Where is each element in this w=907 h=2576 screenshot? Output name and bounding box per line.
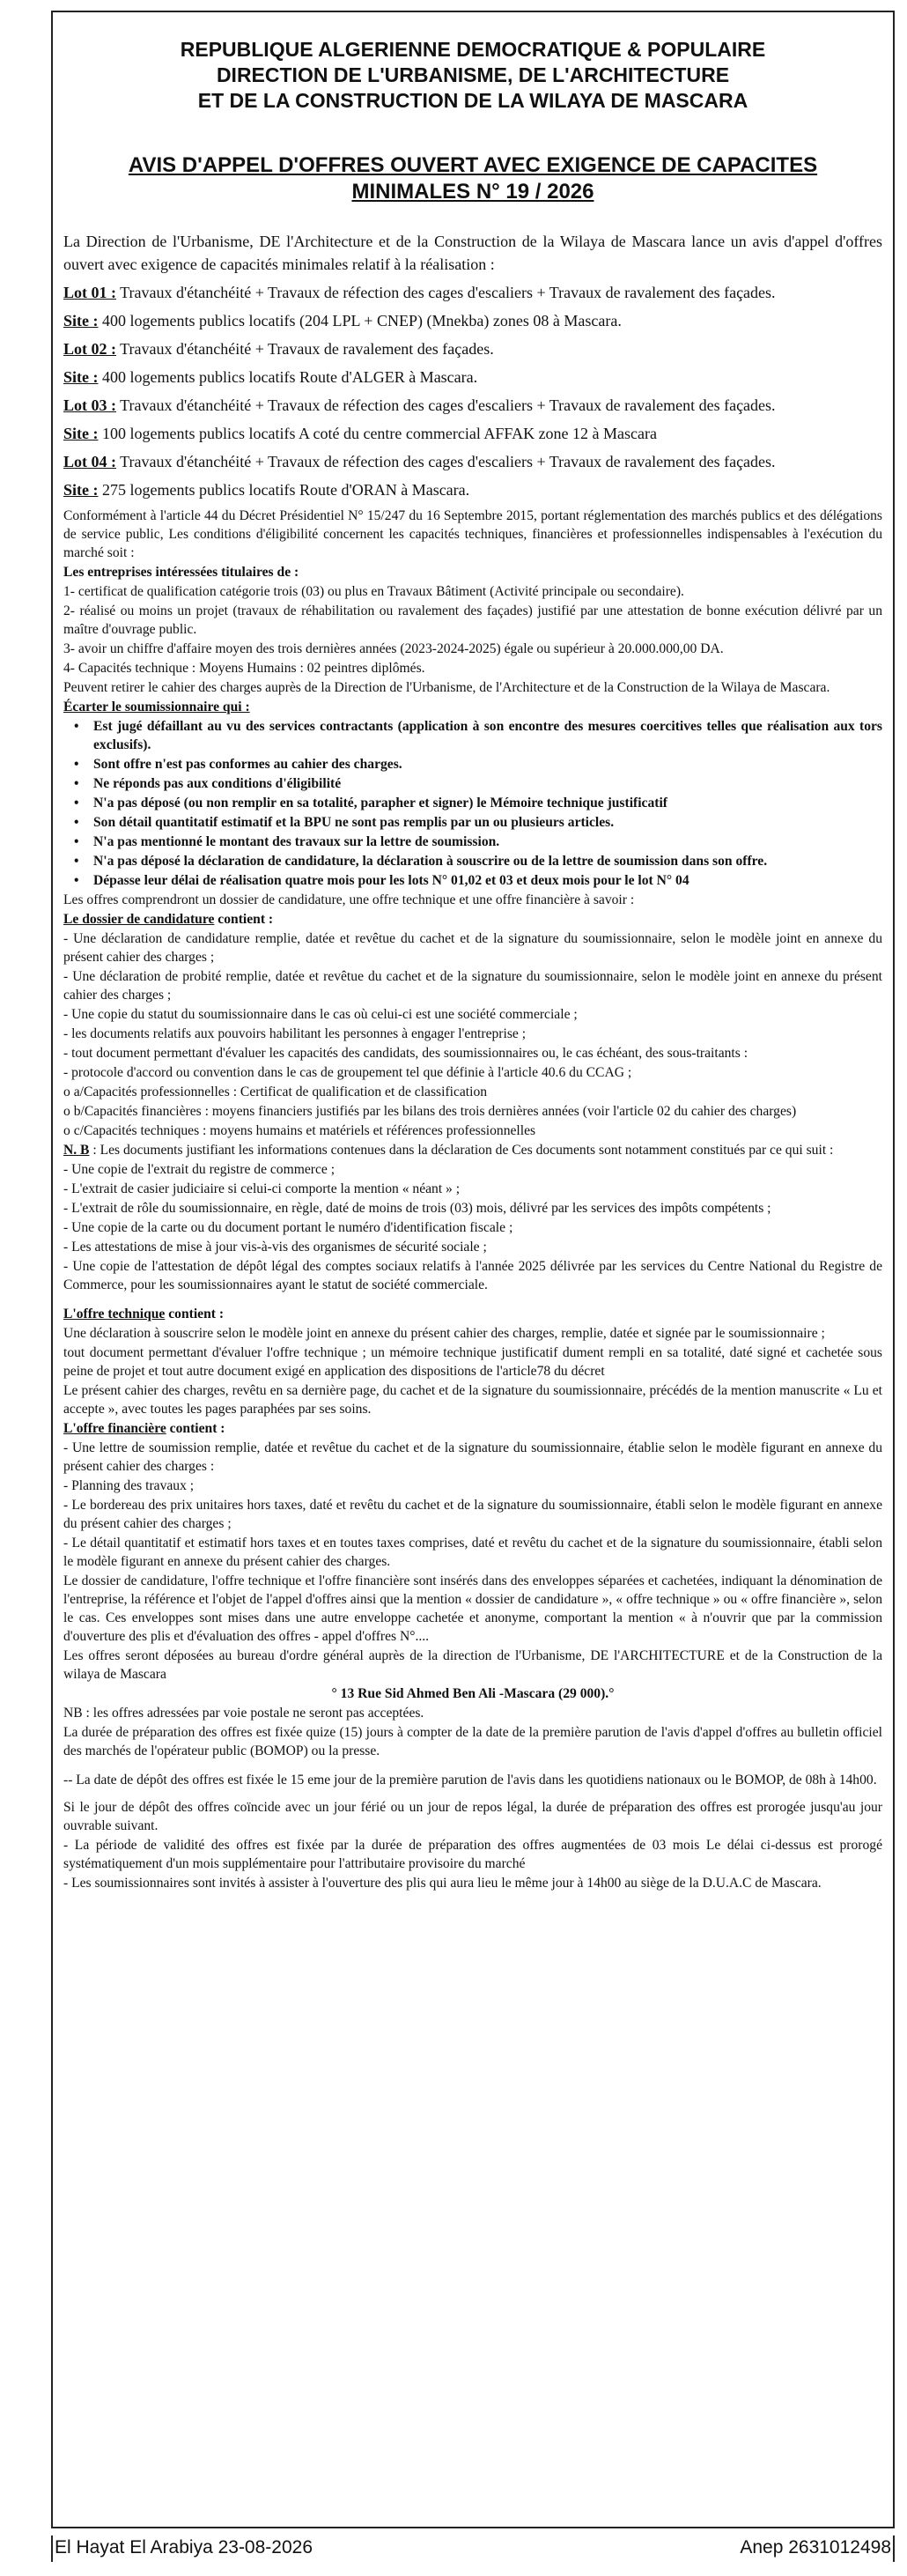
title-line-1: AVIS D'APPEL D'OFFRES OUVERT AVEC EXIGENCE DE CAPACITES <box>128 153 818 177</box>
conditions-section <box>63 507 882 1892</box>
duration-paragraph: La durée de préparation des offres est fixée quize (15) jours à compter de la date de la première parution de l'avis d'appel d'offres au bulletin officiel des marchés de l'opérateur public (BOMOP) ou la presse. <box>63 1725 882 1758</box>
nb-item: - Une copie de l'attestation de dépôt légal des comptes sociaux relatifs à l'année 2025 délivrée par les services du Centre National du Registre de Commerce, pour les soumissionnaires ayant le statut de société commerciale. <box>63 1259 882 1292</box>
lot-text: Travaux d'étanchéité + Travaux de réfection des cages d'escaliers + Travaux de ravalement des façades. <box>116 396 776 414</box>
anep-reference: Anep 2631012498 <box>740 2537 891 2557</box>
eligible-heading: Les entreprises intéressées titulaires de : <box>63 565 299 580</box>
nb-item: - Une copie de la carte ou du document portant le numéro d'identification fiscale ; <box>63 1220 513 1235</box>
reject-heading: Écarter le soumissionnaire qui : <box>63 700 250 714</box>
eligible-item: 2- réalisé ou moins un projet (travaux de réhabilitation ou ravalement des façades) justifié par une attestation de bonne exécution délivré par un maître d'ouvrage public. <box>63 603 882 637</box>
candidature-heading: Le dossier de candidature <box>63 912 215 927</box>
issuer-header <box>63 37 882 114</box>
site-04 <box>63 478 882 501</box>
reject-item: • N'a pas déposé la déclaration de candidature, la déclaration à souscrire ou de la lettre de soumission dans son offre. <box>63 852 882 870</box>
withdraw-paragraph: Peuvent retirer le cahier des charges auprès de la Direction de l'Urbanisme, de l'Architecture et de la Construction de la Wilaya de Mascara. <box>63 680 830 695</box>
site-label: Site : <box>63 425 99 442</box>
nb-label: N. B <box>63 1143 90 1158</box>
candidature-item: - les documents relatifs aux pouvoirs habilitant les personnes à engager l'entreprise ; <box>63 1026 527 1041</box>
nb-item: - Une copie de l'extrait du registre de commerce ; <box>63 1162 336 1177</box>
site-label: Site : <box>63 481 99 499</box>
site-text: 400 logements publics locatifs Route d'ALGER à Mascara. <box>98 368 478 386</box>
technical-item: tout document permettant d'évaluer l'offre technique ; un mémoire technique justificatif dument rempli en sa totalité, daté signé et cachetée sous peine de projet et tout autre document exigé en application des dispositions de l'article78 du décret <box>63 1345 882 1379</box>
address-line: ° 13 Rue Sid Ahmed Ben Ali -Mascara (29 000).° <box>331 1686 615 1701</box>
eligible-item: 4- Capacités technique : Moyens Humains : 02 peintres diplômés. <box>63 661 425 676</box>
site-03 <box>63 422 882 445</box>
opening-paragraph: - Les soumissionnaires sont invités à assister à l'ouverture des plis qui aura lieu le même jour à 14h00 au siège de la D.U.A.C de Mascara. <box>63 1876 822 1891</box>
eligible-item: 3- avoir un chiffre d'affaire moyen des trois dernières années (2023-2024-2025) égale ou supérieur à 20.000.000,00 DA. <box>63 641 724 656</box>
financial-item: - Une lettre de soumission remplie, datée et revêtue du cachet et de la signature du soumissionnaire, établie selon le modèle figurant en annexe du présent cahier des charges : <box>63 1440 882 1474</box>
nb-paragraph <box>63 1141 882 1159</box>
intro-paragraph: La Direction de l'Urbanisme, DE l'Architecture et de la Construction de la Wilaya de Mascara lance un avis d'appel d'offres ouvert avec exigence de capacités minimales relatif à la réalisation : <box>63 233 882 273</box>
lots-section <box>63 230 882 501</box>
lot-label: Lot 04 : <box>63 453 116 470</box>
reject-item: • Est jugé défaillant au vu des services contractants (application à son encontre des mesures coercitives telles que réalisation aux tors exclusifs). <box>63 717 882 754</box>
technical-suffix: contient : <box>165 1307 225 1321</box>
site-02 <box>63 366 882 389</box>
footer-left-rule <box>51 2535 53 2562</box>
holiday-paragraph: Si le jour de dépôt des offres coïncide avec un jour férié ou un jour de repos légal, la durée de préparation des offres est prorogée jusqu'au jour ouvrable suivant. <box>63 1800 882 1833</box>
candidature-item: - Une déclaration de probité remplie, datée et revêtue du cachet et de la signature du soumissionnaire, selon le modèle joint en annexe du présent cahier des charges ; <box>63 969 882 1003</box>
lot-label: Lot 02 : <box>63 340 116 358</box>
reject-item: • N'a pas déposé (ou non remplir en sa totalité, parapher et signer) le Mémoire technique justificatif <box>63 794 882 812</box>
site-label: Site : <box>63 368 99 386</box>
reject-item: • Sont offre n'est pas conformes au cahier des charges. <box>63 755 882 774</box>
footer-right-rule <box>893 2535 895 2562</box>
technical-item: Le présent cahier des charges, revêtu en sa dernière page, du cachet et de la signature du soumissionnaire, précédés de la mention manuscrite « Lu et accepte », avec toutes les pages paraphées par ses soins. <box>63 1383 882 1417</box>
candidature-item: o b/Capacités financières : moyens financiers justifiés par les bilans des trois dernières années (voir l'article 02 du cahier des charges) <box>63 1104 797 1119</box>
technical-heading-line <box>63 1305 882 1323</box>
technical-heading: L'offre technique <box>63 1307 166 1321</box>
lot-04 <box>63 450 882 473</box>
financial-item: - Le détail quantitatif et estimatif hors taxes et en toutes taxes comprises, daté et revêtu du cachet et de la signature du soumissionnaire, établi selon le modèle figurant en annexe du présent cahier des charges. <box>63 1536 882 1569</box>
lot-text: Travaux d'étanchéité + Travaux de réfection des cages d'escaliers + Travaux de ravalement des façades. <box>116 284 776 301</box>
reject-item: • Ne réponds pas aux conditions d'éligibilité <box>63 774 882 793</box>
notice-body <box>63 21 882 1893</box>
candidature-item: - Une copie du statut du soumissionnaire dans le cas où celui-ci est une société commerciale ; <box>63 1007 578 1022</box>
nb-postal: NB : les offres adressées par voie postale ne seront pas acceptées. <box>63 1706 424 1721</box>
lot-text: Travaux d'étanchéité + Travaux de réfection des cages d'escaliers + Travaux de ravalement des façades. <box>116 453 776 470</box>
nb-item: - L'extrait de rôle du soumissionnaire, en règle, daté de moins de trois (03) mois, délivré par les services des impôts compétents ; <box>63 1201 771 1216</box>
lot-label: Lot 03 : <box>63 396 116 414</box>
notice-title <box>63 152 882 205</box>
site-text: 100 logements publics locatifs A coté du centre commercial AFFAK zone 12 à Mascara <box>98 425 657 442</box>
site-label: Site : <box>63 312 99 329</box>
technical-item: Une déclaration à souscrire selon le modèle joint en annexe du présent cahier des charges, remplie, datée et signée par le soumissionnaire ; <box>63 1326 825 1341</box>
site-text: 400 logements publics locatifs (204 LPL + CNEP) (Mnekba) zones 08 à Mascara. <box>98 312 622 329</box>
validity-paragraph: - La période de validité des offres est fixée par la durée de préparation des offres augmentées de 03 mois Le délai ci-dessus est prorogé systématiquement d'un mois supplémentaire pour l'attributaire provisoire du marché <box>63 1838 882 1871</box>
candidature-item: - Une déclaration de candidature remplie, datée et revêtue du cachet et de la signature du soumissionnaire, selon le modèle joint en annexe du présent cahier des charges ; <box>63 931 882 965</box>
candidature-heading-line <box>63 910 882 929</box>
nb-item: - Les attestations de mise à jour vis-à-vis des organismes de sécurité sociale ; <box>63 1240 487 1255</box>
title-line-2: MINIMALES N° 19 / 2026 <box>351 180 594 204</box>
lot-03 <box>63 394 882 417</box>
header-line-3: ET DE LA CONSTRUCTION DE LA WILAYA DE MASCARA <box>197 89 748 112</box>
candidature-item: o a/Capacités professionnelles : Certificat de qualification et de classification <box>63 1084 488 1099</box>
financial-item: - Planning des travaux ; <box>63 1478 195 1493</box>
conformity-paragraph: Conformément à l'article 44 du Décret Présidentiel N° 15/247 du 16 Septembre 2015, portant réglementation des marchés publics et des délégations de service public, Les conditions d'éligibilité concernent les capacités techniques, financières et professionnelles indispensables à l'exécution du marché soit : <box>63 508 882 560</box>
site-01 <box>63 309 882 332</box>
envelopes-paragraph: Le dossier de candidature, l'offre technique et l'offre financière sont insérés dans des enveloppes séparées et cachetées, indiquant la dénomination de l'entreprise, la référence et l'objet de l'appel d'offres ainsi que la mention « dossier de candidature », « offre technique » ou « offre financière », selon le cas. Ces enveloppes sont mises dans une autre enveloppe cachetée et anonyme, comportant la mention « à n'ouvrir que par la commission d'ouverture des plis et d'évaluation des offres - appel d'offres N°.... <box>63 1573 882 1644</box>
candidature-item: - tout document permettant d'évaluer les capacités des candidats, des soumissionnaires ou, le cas échéant, des sous-traitants : <box>63 1046 748 1061</box>
reject-item: • N'a pas mentionné le montant des travaux sur la lettre de soumission. <box>63 833 882 851</box>
financial-item: - Le bordereau des prix unitaires hors taxes, daté et revêtu du cachet et de la signature du soumissionnaire, établi selon le modèle figurant en annexe du présent cahier des charges ; <box>63 1498 882 1531</box>
eligible-item: 1- certificat de qualification catégorie trois (03) ou plus en Travaux Bâtiment (Activité principale ou secondaire). <box>63 584 684 599</box>
header-line-1: REPUBLIQUE ALGERIENNE DEMOCRATIQUE & POPULAIRE <box>180 38 766 61</box>
publication-credit: El Hayat El Arabiya 23-08-2026 <box>55 2537 313 2557</box>
nb-text: : Les documents justifiant les informations contenues dans la déclaration de Ces documents sont notamment constitués par ce qui suit : <box>89 1143 834 1158</box>
candidature-item: - protocole d'accord ou convention dans le cas de groupement tel que définie à l'article 40.6 du CCAG ; <box>63 1065 632 1080</box>
candidature-suffix: contient : <box>214 912 274 927</box>
lot-02 <box>63 337 882 360</box>
lot-label: Lot 01 : <box>63 284 116 301</box>
financial-suffix: contient : <box>166 1421 225 1436</box>
financial-heading: L'offre financière <box>63 1421 166 1436</box>
lot-01 <box>63 281 882 304</box>
offers-intro: Les offres comprendront un dossier de candidature, une offre technique et une offre financière à savoir : <box>63 892 635 907</box>
deposit-paragraph: Les offres seront déposées au bureau d'ordre général auprès de la direction de l'Urbanisme, DE l'ARCHITECTURE et de la Construction de la wilaya de Mascara <box>63 1648 882 1682</box>
nb-item: - L'extrait de casier judiciaire si celui-ci comporte la mention « néant » ; <box>63 1181 461 1196</box>
header-line-2: DIRECTION DE L'URBANISME, DE L'ARCHITECTURE <box>216 63 730 86</box>
candidature-item: o c/Capacités techniques : moyens humains et matériels et références professionnelles <box>63 1123 536 1138</box>
reject-item: • Dépasse leur délai de réalisation quatre mois pour les lots N° 01,02 et 03 et deux mois pour le lot N° 04 <box>63 871 882 890</box>
site-text: 275 logements publics locatifs Route d'ORAN à Mascara. <box>98 481 470 499</box>
lot-text: Travaux d'étanchéité + Travaux de ravalement des façades. <box>116 340 494 358</box>
deadline-paragraph: -- La date de dépôt des offres est fixée le 15 eme jour de la première parution de l'avis dans les quotidiens nationaux ou le BOMOP, de 08h à 14h00. <box>63 1773 877 1788</box>
reject-item: • Son détail quantitatif estimatif et la BPU ne sont pas remplis par un ou plusieurs articles. <box>63 813 882 832</box>
financial-heading-line <box>63 1419 882 1438</box>
